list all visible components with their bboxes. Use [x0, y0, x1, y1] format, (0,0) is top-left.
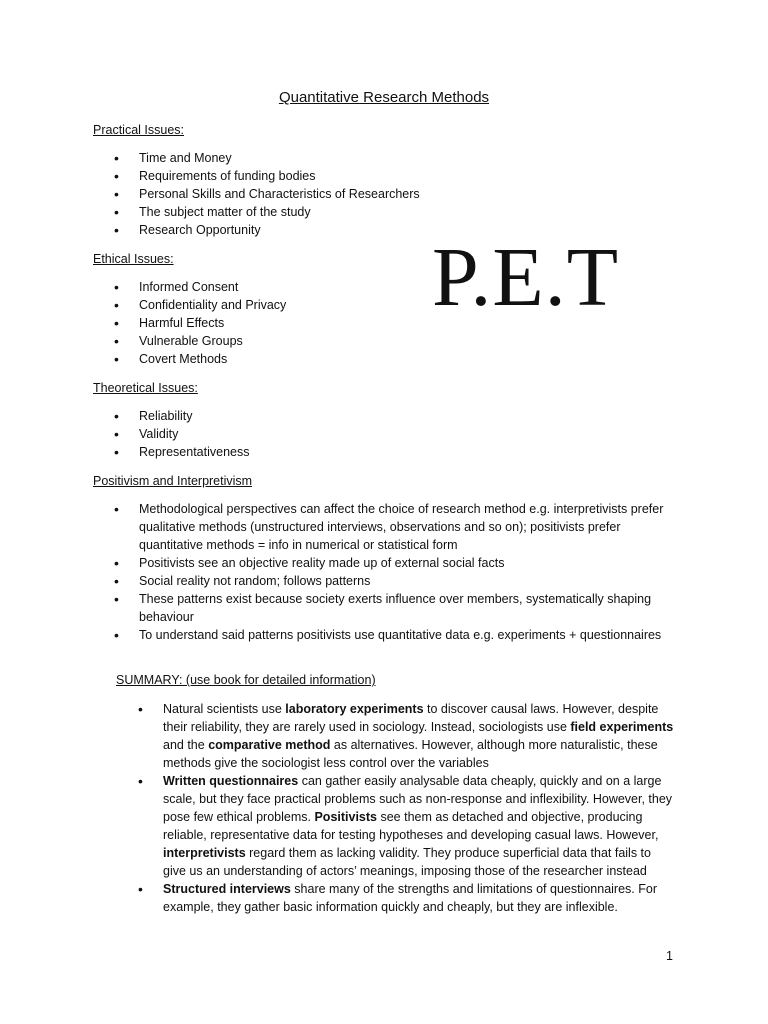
list-item: • Confidentiality and Privacy — [93, 296, 393, 314]
pet-watermark: P.E.T — [432, 231, 620, 324]
list-item: • Representativeness — [93, 443, 693, 461]
summary-heading: SUMMARY: (use book for detailed information) — [116, 673, 376, 687]
bold-term: Written questionnaires — [163, 774, 299, 788]
bold-term: Structured interviews — [163, 882, 291, 896]
positivism-heading: Positivism and Interpretivism — [93, 474, 253, 488]
list-item: • To understand said patterns positivists use quantitative data e.g. experiments + questionnaires — [93, 626, 675, 644]
list-item: • Methodological perspectives can affect the choice of research method e.g. interpretivists prefer qualitative methods (unstructured interviews, observations and so on); positivists prefer quantitative methods = info in numerical or statistical form — [93, 500, 675, 554]
text-run: share many of the strengths and limitations of questionnaires. For example, they gather basic information quickly and cheaply, but they are inflexible. — [163, 882, 657, 914]
theoretical-issues-heading: Theoretical Issues: — [93, 381, 198, 395]
bold-term: Positivists — [314, 810, 377, 824]
theoretical-issues-list — [93, 407, 693, 461]
list-item: • Validity — [93, 425, 693, 443]
list-item: • The subject matter of the study — [93, 203, 693, 221]
list-item: • Vulnerable Groups — [93, 332, 393, 350]
list-item: • Covert Methods — [93, 350, 393, 368]
page-number: 1 — [666, 949, 673, 963]
summary-list — [116, 700, 676, 916]
list-item: • Social reality not random; follows patterns — [93, 572, 675, 590]
list-item: • These patterns exist because society exerts influence over members, systematically shaping behaviour — [93, 590, 675, 626]
list-item: • Requirements of funding bodies — [93, 167, 693, 185]
bold-term: laboratory experiments — [285, 702, 424, 716]
text-run: see them as detached and objective, producing reliable, representative data for testing hypotheses and developing casual laws. However, — [163, 810, 659, 842]
bold-term: interpretivists — [163, 846, 246, 860]
text-run: and the — [163, 738, 209, 752]
list-item: • Reliability — [93, 407, 693, 425]
text-run: Natural scientists use — [163, 702, 286, 716]
summary-item — [116, 700, 676, 772]
list-item: • Time and Money — [93, 149, 693, 167]
text-run: regard them as lacking validity. They produce superficial data that fails to give us an understanding of actors’ meanings, imposing those of the researcher instead — [163, 846, 651, 878]
text-run: to discover causal laws. However, despite their reliability, they are rarely used in sociology. Instead, sociologists use — [163, 702, 659, 734]
practical-issues-list — [93, 149, 693, 239]
bold-term: comparative method — [208, 738, 331, 752]
ethical-issues-list — [93, 278, 393, 368]
ethical-issues-heading: Ethical Issues: — [93, 252, 174, 266]
text-run: as alternatives. However, although more naturalistic, these methods give the sociologist less control over the variables — [163, 738, 658, 770]
bold-term: field experiments — [570, 720, 674, 734]
list-item: • Research Opportunity — [93, 221, 693, 239]
page-title: Quantitative Research Methods — [278, 89, 490, 106]
list-item: • Positivists see an objective reality made up of external social facts — [93, 554, 675, 572]
list-item: • Personal Skills and Characteristics of Researchers — [93, 185, 693, 203]
summary-item — [116, 772, 676, 880]
practical-issues-heading: Practical Issues: — [93, 123, 185, 137]
summary-item — [116, 880, 676, 916]
positivism-list — [93, 500, 675, 644]
text-run: can gather easily analysable data cheaply, quickly and on a large scale, but they face practical problems such as non-response and inflexibility. However, they pose few ethical problems. — [163, 774, 673, 824]
list-item: • Informed Consent — [93, 278, 393, 296]
list-item: • Harmful Effects — [93, 314, 393, 332]
